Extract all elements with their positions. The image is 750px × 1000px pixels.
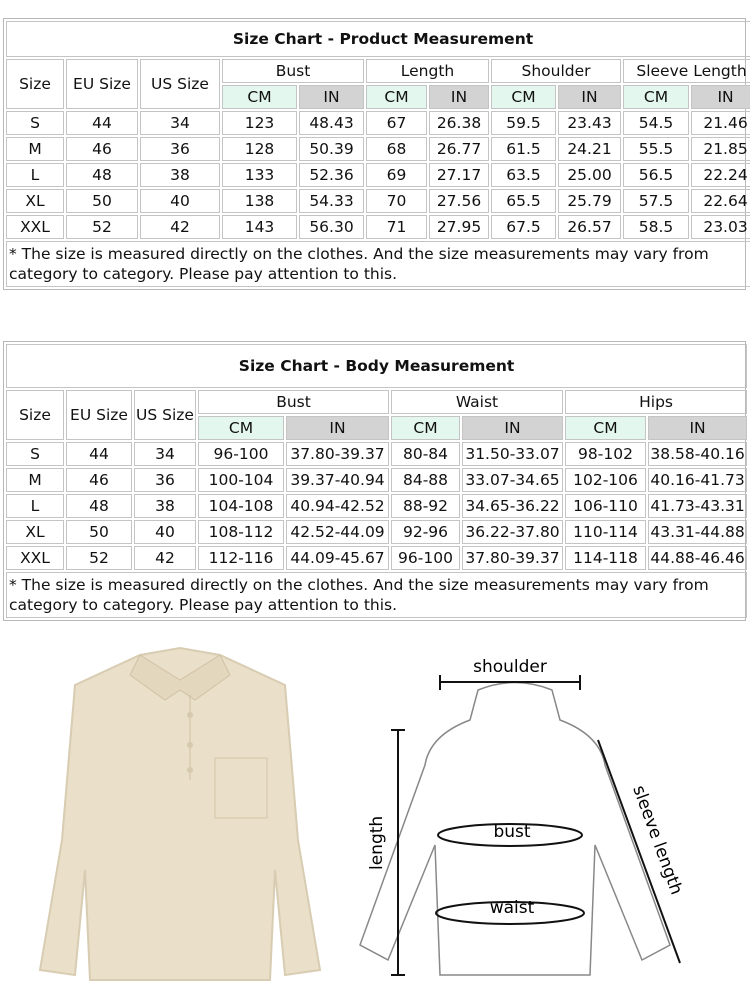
table-cell: 23.43 bbox=[558, 111, 621, 135]
table-cell: S bbox=[6, 111, 64, 135]
table-cell: 70 bbox=[366, 189, 427, 213]
table-row bbox=[6, 468, 747, 492]
table-row bbox=[6, 163, 750, 187]
body-measurement-table bbox=[4, 342, 749, 620]
header-length: Length bbox=[366, 59, 489, 83]
header-us-size: US Size bbox=[134, 390, 196, 440]
table-cell: 34 bbox=[134, 442, 196, 466]
table-cell: 98-102 bbox=[565, 442, 646, 466]
table-cell: XXL bbox=[6, 215, 64, 239]
table-cell: XXL bbox=[6, 546, 64, 570]
table-cell: XL bbox=[6, 520, 64, 544]
chart-title: Size Chart - Product Measurement bbox=[6, 21, 750, 57]
header-eu-size: EU Size bbox=[66, 59, 138, 109]
unit-in: IN bbox=[558, 85, 621, 109]
table-cell: 24.21 bbox=[558, 137, 621, 161]
table-cell: 31.50-33.07 bbox=[462, 442, 563, 466]
table-cell: 37.80-39.37 bbox=[462, 546, 563, 570]
table-cell: 40 bbox=[134, 520, 196, 544]
header-waist: Waist bbox=[391, 390, 563, 414]
table-cell: 61.5 bbox=[491, 137, 556, 161]
unit-cm: CM bbox=[491, 85, 556, 109]
table-cell: 133 bbox=[222, 163, 297, 187]
table-row bbox=[6, 442, 747, 466]
table-cell: 22.24 bbox=[691, 163, 750, 187]
table-cell: 22.64 bbox=[691, 189, 750, 213]
table-cell: 69 bbox=[366, 163, 427, 187]
table-cell: 42.52-44.09 bbox=[286, 520, 389, 544]
table-cell: L bbox=[6, 494, 64, 518]
table-cell: 104-108 bbox=[198, 494, 284, 518]
table-cell: 100-104 bbox=[198, 468, 284, 492]
table-cell: 138 bbox=[222, 189, 297, 213]
header-size: Size bbox=[6, 390, 64, 440]
table-cell: 96-100 bbox=[391, 546, 460, 570]
table-cell: 143 bbox=[222, 215, 297, 239]
table-cell: M bbox=[6, 468, 64, 492]
table-cell: 50 bbox=[66, 189, 138, 213]
table-cell: 50 bbox=[66, 520, 132, 544]
table-cell: 114-118 bbox=[565, 546, 646, 570]
table-cell: 48 bbox=[66, 494, 132, 518]
table-cell: 55.5 bbox=[623, 137, 689, 161]
table-cell: 38.58-40.16 bbox=[648, 442, 747, 466]
table-cell: 84-88 bbox=[391, 468, 460, 492]
table-cell: 92-96 bbox=[391, 520, 460, 544]
table-cell: 41.73-43.31 bbox=[648, 494, 747, 518]
unit-cm: CM bbox=[623, 85, 689, 109]
table-row bbox=[6, 137, 750, 161]
product-measurement-table bbox=[4, 19, 750, 289]
button-icon bbox=[187, 767, 193, 773]
unit-in: IN bbox=[429, 85, 489, 109]
table-cell: 26.38 bbox=[429, 111, 489, 135]
table-cell: 57.5 bbox=[623, 189, 689, 213]
table-cell: 48 bbox=[66, 163, 138, 187]
table-cell: 65.5 bbox=[491, 189, 556, 213]
table-cell: 102-106 bbox=[565, 468, 646, 492]
table-cell: 56.30 bbox=[299, 215, 364, 239]
table-cell: 21.85 bbox=[691, 137, 750, 161]
table-cell: 34 bbox=[140, 111, 220, 135]
table-cell: 26.57 bbox=[558, 215, 621, 239]
table-cell: 40 bbox=[140, 189, 220, 213]
table-cell: 27.56 bbox=[429, 189, 489, 213]
table-cell: S bbox=[6, 442, 64, 466]
header-bust: Bust bbox=[222, 59, 364, 83]
table-cell: 38 bbox=[140, 163, 220, 187]
shoulder-label: shoulder bbox=[473, 657, 547, 677]
header-sleeve-length: Sleeve Length bbox=[623, 59, 750, 83]
table-cell: 88-92 bbox=[391, 494, 460, 518]
table-row bbox=[6, 546, 747, 570]
table-cell: 106-110 bbox=[565, 494, 646, 518]
table-cell: 58.5 bbox=[623, 215, 689, 239]
table-cell: 128 bbox=[222, 137, 297, 161]
table-cell: 27.17 bbox=[429, 163, 489, 187]
table-cell: 37.80-39.37 bbox=[286, 442, 389, 466]
chart-note: * The size is measured directly on the clothes. And the size measurements may vary from category to category. Please pay attention to this. bbox=[6, 241, 750, 287]
table-cell: 54.33 bbox=[299, 189, 364, 213]
measurement-diagram bbox=[350, 645, 730, 990]
table-cell: 27.95 bbox=[429, 215, 489, 239]
table-cell: 46 bbox=[66, 137, 138, 161]
table-row bbox=[6, 215, 750, 239]
unit-cm: CM bbox=[391, 416, 460, 440]
table-row bbox=[6, 520, 747, 544]
table-cell: 59.5 bbox=[491, 111, 556, 135]
table-cell: 39.37-40.94 bbox=[286, 468, 389, 492]
table-cell: L bbox=[6, 163, 64, 187]
table-cell: 52.36 bbox=[299, 163, 364, 187]
table-cell: 112-116 bbox=[198, 546, 284, 570]
table-cell: 50.39 bbox=[299, 137, 364, 161]
table-row bbox=[6, 494, 747, 518]
unit-in: IN bbox=[648, 416, 747, 440]
table-cell: 34.65-36.22 bbox=[462, 494, 563, 518]
shirt-photo bbox=[30, 640, 330, 990]
header-bust: Bust bbox=[198, 390, 389, 414]
header-size: Size bbox=[6, 59, 64, 109]
table-cell: 96-100 bbox=[198, 442, 284, 466]
table-cell: 36 bbox=[134, 468, 196, 492]
table-cell: 40.94-42.52 bbox=[286, 494, 389, 518]
table-cell: 52 bbox=[66, 215, 138, 239]
unit-cm: CM bbox=[565, 416, 646, 440]
table-cell: 40.16-41.73 bbox=[648, 468, 747, 492]
table-cell: 56.5 bbox=[623, 163, 689, 187]
button-icon bbox=[187, 712, 193, 718]
unit-cm: CM bbox=[366, 85, 427, 109]
table-cell: 44.09-45.67 bbox=[286, 546, 389, 570]
table-cell: 42 bbox=[140, 215, 220, 239]
table-cell: 71 bbox=[366, 215, 427, 239]
header-eu-size: EU Size bbox=[66, 390, 132, 440]
table-cell: 123 bbox=[222, 111, 297, 135]
table-cell: 43.31-44.88 bbox=[648, 520, 747, 544]
table-cell: 38 bbox=[134, 494, 196, 518]
sleeve-length-label: sleeve length bbox=[628, 782, 687, 898]
unit-in: IN bbox=[286, 416, 389, 440]
table-cell: 26.77 bbox=[429, 137, 489, 161]
header-hips: Hips bbox=[565, 390, 747, 414]
unit-in: IN bbox=[691, 85, 750, 109]
table-cell: 48.43 bbox=[299, 111, 364, 135]
table-cell: 67.5 bbox=[491, 215, 556, 239]
table-cell: 52 bbox=[66, 546, 132, 570]
table-cell: 44.88-46.46 bbox=[648, 546, 747, 570]
bust-label: bust bbox=[493, 822, 531, 842]
header-us-size: US Size bbox=[140, 59, 220, 109]
table-cell: 67 bbox=[366, 111, 427, 135]
table-cell: 46 bbox=[66, 468, 132, 492]
table-row bbox=[6, 111, 750, 135]
unit-in: IN bbox=[299, 85, 364, 109]
table-cell: 23.03 bbox=[691, 215, 750, 239]
table-cell: M bbox=[6, 137, 64, 161]
chart-note: * The size is measured directly on the clothes. And the size measurements may vary from category to category. Please pay attention to this. bbox=[6, 572, 747, 618]
table-cell: 80-84 bbox=[391, 442, 460, 466]
table-row bbox=[6, 189, 750, 213]
table-cell: 44 bbox=[66, 442, 132, 466]
table-cell: 54.5 bbox=[623, 111, 689, 135]
table-cell: 36.22-37.80 bbox=[462, 520, 563, 544]
table-cell: 21.46 bbox=[691, 111, 750, 135]
table-cell: XL bbox=[6, 189, 64, 213]
unit-cm: CM bbox=[222, 85, 297, 109]
table-cell: 25.79 bbox=[558, 189, 621, 213]
table-cell: 33.07-34.65 bbox=[462, 468, 563, 492]
table-cell: 44 bbox=[66, 111, 138, 135]
header-shoulder: Shoulder bbox=[491, 59, 621, 83]
table-cell: 36 bbox=[140, 137, 220, 161]
table-cell: 63.5 bbox=[491, 163, 556, 187]
table-cell: 108-112 bbox=[198, 520, 284, 544]
unit-cm: CM bbox=[198, 416, 284, 440]
table-cell: 25.00 bbox=[558, 163, 621, 187]
unit-in: IN bbox=[462, 416, 563, 440]
chart-title: Size Chart - Body Measurement bbox=[6, 344, 747, 388]
table-cell: 110-114 bbox=[565, 520, 646, 544]
button-icon bbox=[187, 742, 193, 748]
waist-label: waist bbox=[489, 898, 535, 918]
body-measurement-chart bbox=[3, 341, 746, 621]
product-measurement-chart bbox=[3, 18, 746, 290]
table-cell: 42 bbox=[134, 546, 196, 570]
table-cell: 68 bbox=[366, 137, 427, 161]
length-label: length bbox=[367, 815, 387, 870]
